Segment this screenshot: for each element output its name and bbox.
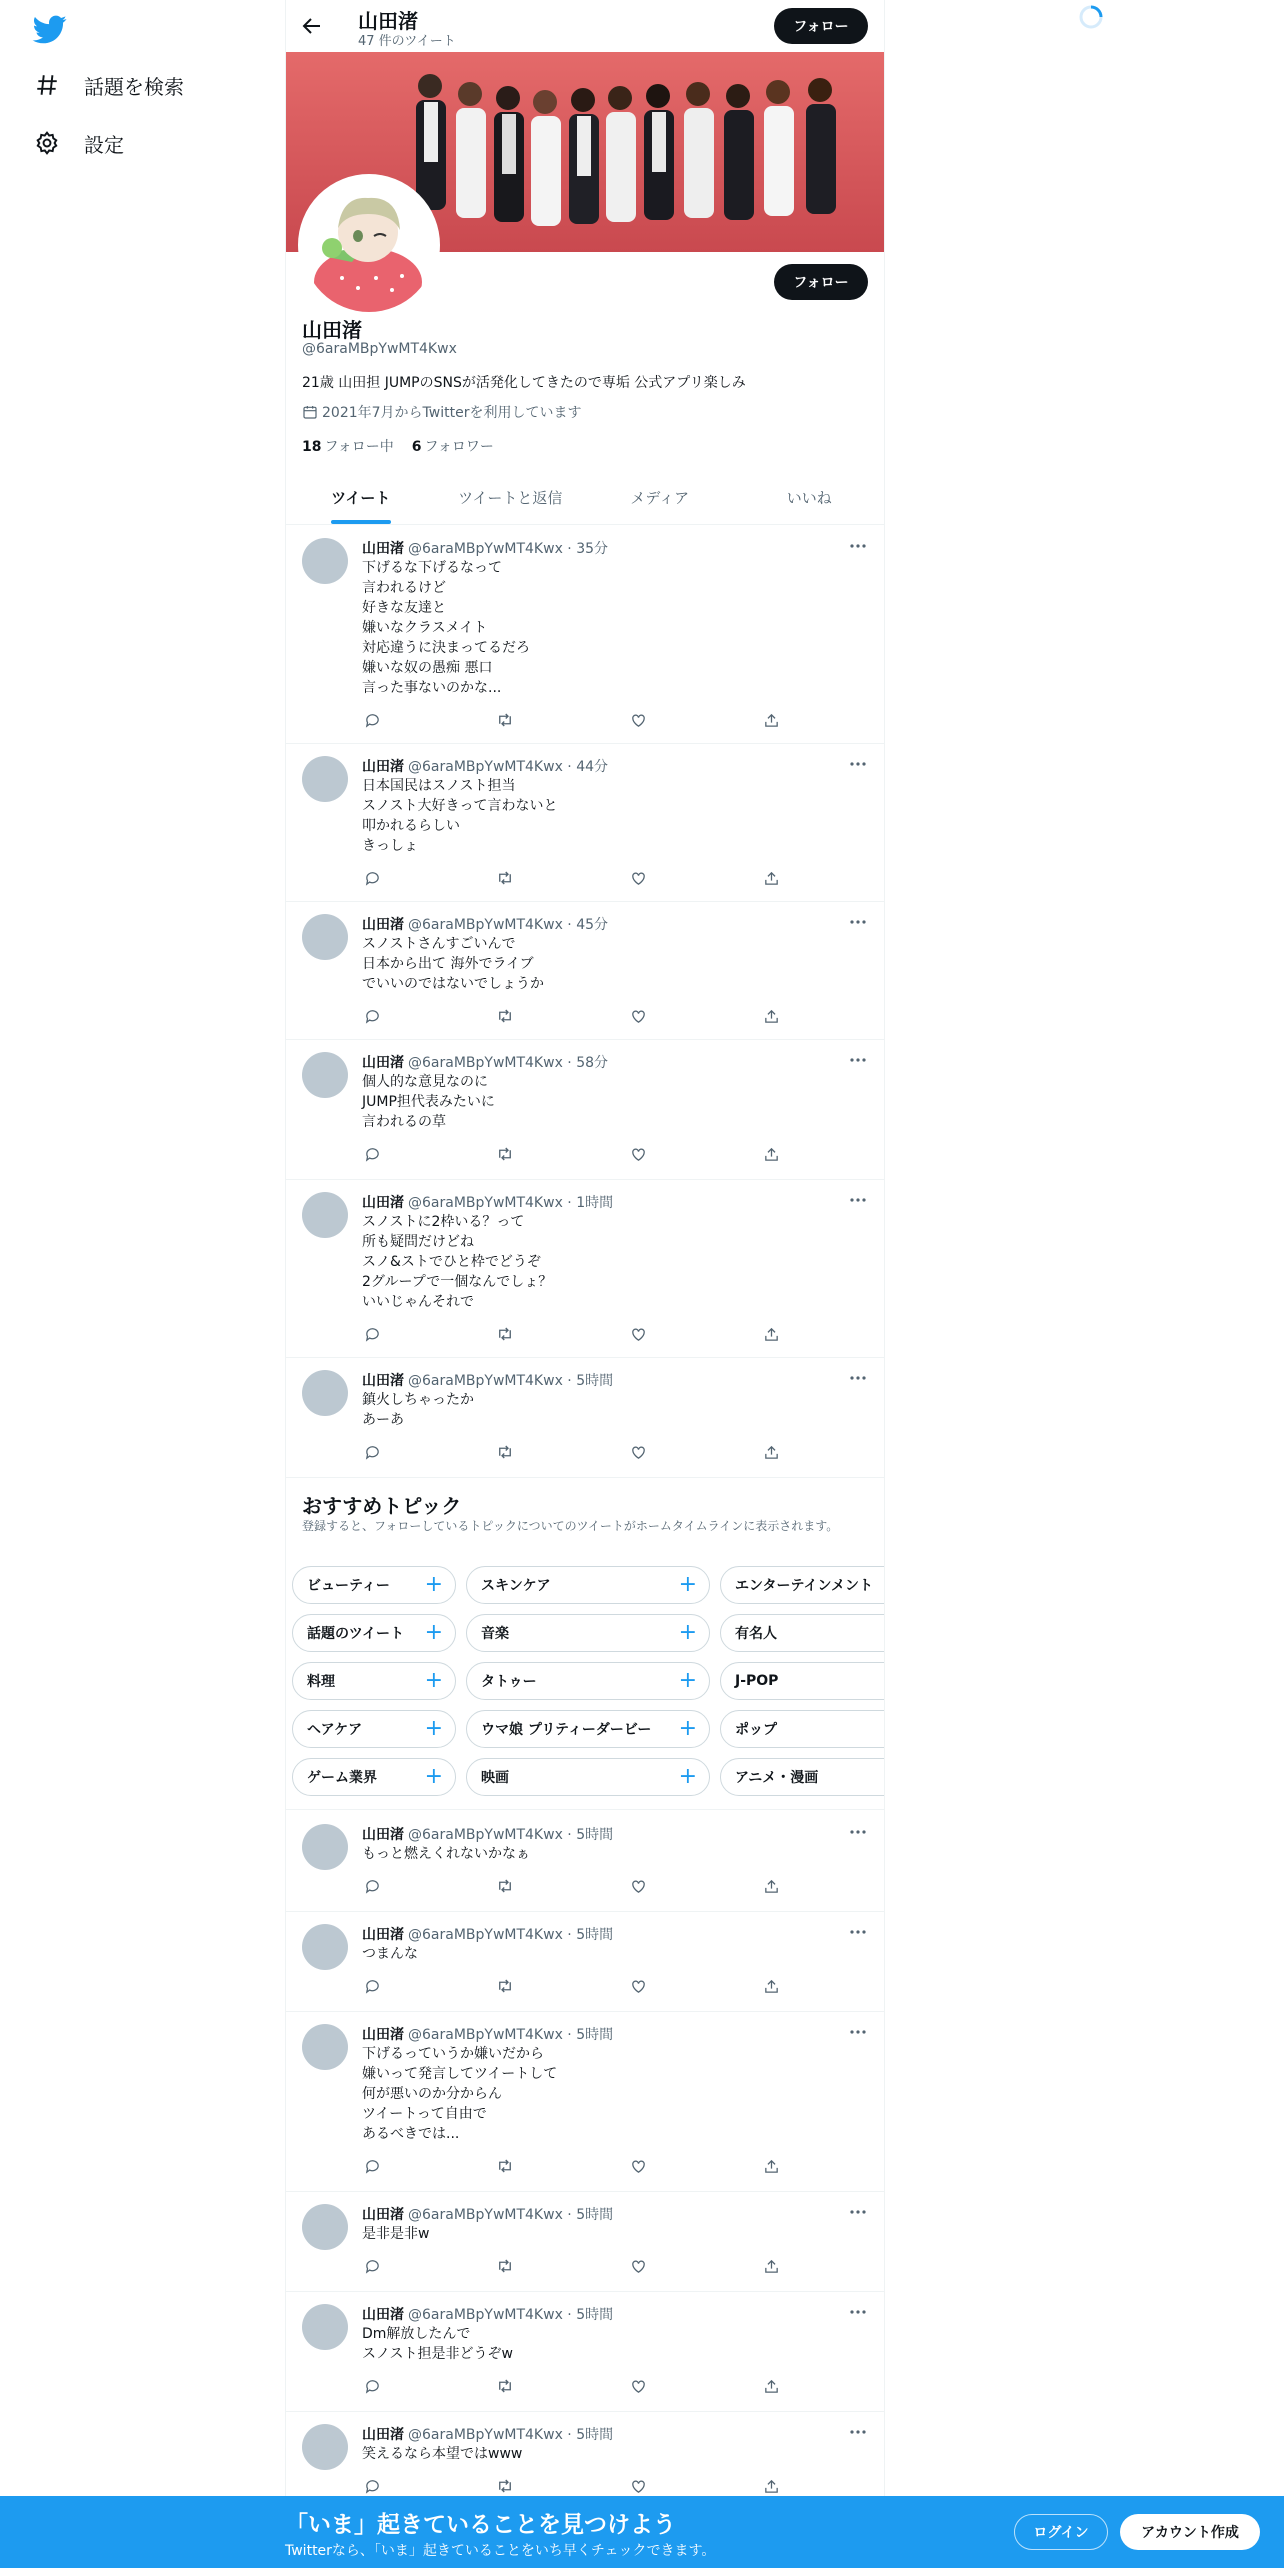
profile-bio: 21歳 山田担 JUMPのSNSが活発化してきたので専垢 公式アプリ楽しみ bbox=[302, 375, 746, 391]
tweet-author-meta: @6araMBpYwMT4Kwx · 5時間 bbox=[408, 2307, 614, 2323]
like-icon[interactable] bbox=[629, 2376, 649, 2396]
tweet-header bbox=[362, 2424, 613, 2444]
tweet-avatar[interactable] bbox=[302, 1824, 348, 1870]
tweet-text: つまんな bbox=[362, 1946, 418, 1962]
more-options-icon[interactable] bbox=[848, 1922, 868, 1942]
tweet[interactable] bbox=[286, 526, 884, 744]
tweet[interactable] bbox=[286, 2192, 884, 2292]
tweet-author-meta: @6araMBpYwMT4Kwx · 5時間 bbox=[408, 1827, 614, 1843]
topics-title: おすすめトピック bbox=[302, 1494, 462, 1518]
profile-stats bbox=[302, 436, 494, 456]
topic-chip[interactable] bbox=[720, 1710, 884, 1748]
login-button[interactable]: ログイン bbox=[1014, 2514, 1108, 2550]
followers-count: 6 bbox=[411, 439, 422, 455]
like-icon[interactable] bbox=[629, 2156, 649, 2176]
signup-banner-subtitle: Twitterなら、「いま」起きていることをいち早くチェックできます。 bbox=[285, 2543, 716, 2559]
signup-banner-title: 「いま」起きていることを見つけよう bbox=[285, 2512, 676, 2538]
tweet-author-name[interactable]: 山田渚 bbox=[362, 1055, 404, 1071]
profile-tabs bbox=[286, 470, 884, 525]
tweet-text: 鎮火しちゃったか あーあ bbox=[362, 1392, 474, 1428]
twitter-logo-icon[interactable] bbox=[30, 12, 70, 46]
profile-avatar[interactable] bbox=[298, 174, 440, 316]
more-options-icon[interactable] bbox=[848, 2422, 868, 2442]
tweet[interactable] bbox=[286, 1180, 884, 1358]
more-options-icon[interactable] bbox=[848, 1050, 868, 1070]
reply-icon[interactable] bbox=[362, 2156, 382, 2176]
retweet-icon[interactable] bbox=[495, 2476, 515, 2496]
share-icon[interactable] bbox=[762, 1976, 782, 1996]
share-icon[interactable] bbox=[762, 1006, 782, 1026]
tweet-actions bbox=[362, 1144, 782, 1164]
like-icon[interactable] bbox=[629, 2256, 649, 2276]
tweet-header bbox=[362, 2304, 613, 2324]
share-icon[interactable] bbox=[762, 2156, 782, 2176]
more-options-icon[interactable] bbox=[848, 1822, 868, 1842]
topic-chip[interactable] bbox=[292, 1758, 456, 1796]
tweet-count: 47 件のツイート bbox=[358, 34, 456, 49]
tweet-actions bbox=[362, 1876, 782, 1896]
reply-icon[interactable] bbox=[362, 1442, 382, 1462]
topic-chip-label: タトゥー bbox=[481, 1674, 537, 1690]
tweet-header bbox=[362, 2204, 613, 2224]
tweet-author-meta: @6araMBpYwMT4Kwx · 1時間 bbox=[408, 1195, 614, 1211]
topic-chip[interactable] bbox=[292, 1710, 456, 1748]
tweet-actions bbox=[362, 710, 782, 730]
topic-chip[interactable] bbox=[720, 1566, 884, 1604]
tweet-avatar[interactable] bbox=[302, 2024, 348, 2070]
share-icon[interactable] bbox=[762, 868, 782, 888]
tweet-author-name[interactable]: 山田渚 bbox=[362, 1373, 404, 1389]
topics-subtitle: 登録すると、フォローしているトピックについてのツイートがホームタイムラインに表示されます。 bbox=[302, 1519, 839, 1533]
more-options-icon[interactable] bbox=[848, 754, 868, 774]
tweet-avatar[interactable] bbox=[302, 2304, 348, 2350]
tweet-header bbox=[362, 538, 608, 558]
topic-chip-label: 映画 bbox=[481, 1770, 509, 1786]
tweet-actions bbox=[362, 2476, 782, 2496]
reply-icon[interactable] bbox=[362, 710, 382, 730]
tweet-avatar[interactable] bbox=[302, 538, 348, 584]
retweet-icon[interactable] bbox=[495, 1442, 515, 1462]
tab-tweets-and-replies[interactable]: ツイートと返信 bbox=[458, 488, 563, 507]
topic-chip[interactable] bbox=[466, 1614, 710, 1652]
tweet-header bbox=[362, 1370, 613, 1390]
tweet-header bbox=[362, 2024, 613, 2044]
tweet-actions bbox=[362, 2376, 782, 2396]
retweet-icon[interactable] bbox=[495, 2256, 515, 2276]
tweet-header bbox=[362, 756, 608, 776]
tweet-text: 是非是非w bbox=[362, 2226, 430, 2242]
topic-chip[interactable] bbox=[466, 1710, 710, 1748]
following-label: フォロー中 bbox=[324, 439, 394, 455]
topic-chip-label: 話題のツイート bbox=[307, 1626, 405, 1642]
more-options-icon[interactable] bbox=[848, 2202, 868, 2222]
tweet-avatar[interactable] bbox=[302, 756, 348, 802]
tweet-text: スノストさんすごいんで 日本から出て 海外でライブ でいいのではないでしょうか bbox=[362, 936, 544, 992]
tweet-actions bbox=[362, 1442, 782, 1462]
topic-chip[interactable] bbox=[466, 1566, 710, 1604]
more-options-icon[interactable] bbox=[848, 1190, 868, 1210]
tweet-text: 下げるな下げるなって 言われるけど 好きな友達と 嫌いなクラスメイト 対応違うに決まってるだろ 嫌いな奴の愚痴 悪口 言った事ないのかな... bbox=[362, 560, 530, 696]
plus-icon[interactable]: + bbox=[424, 1764, 443, 1789]
tweet-author-meta: @6araMBpYwMT4Kwx · 5時間 bbox=[408, 2027, 614, 2043]
tweet-text: スノストに2枠いる？って 所も疑問だけどね スノ&ストでひと枠でどうぞ 2グループで一個なんでしょ？ いいじゃんそれで bbox=[362, 1214, 553, 1310]
tweet-text: 笑えるなら本望ではwww bbox=[362, 2446, 523, 2462]
tweet-author-meta: @6araMBpYwMT4Kwx · 5時間 bbox=[408, 2427, 614, 2443]
topic-chip[interactable] bbox=[466, 1662, 710, 1700]
tab-media[interactable]: メディア bbox=[630, 488, 690, 507]
more-options-icon[interactable] bbox=[848, 536, 868, 556]
calendar-icon bbox=[302, 404, 318, 420]
loading-spinner-icon bbox=[1078, 4, 1104, 30]
topic-chip[interactable] bbox=[466, 1758, 710, 1796]
retweet-icon[interactable] bbox=[495, 1876, 515, 1896]
header-follow-button[interactable]: フォロー bbox=[774, 8, 868, 44]
retweet-icon[interactable] bbox=[495, 2376, 515, 2396]
plus-icon[interactable]: + bbox=[424, 1620, 443, 1645]
tweet[interactable] bbox=[286, 1912, 884, 2012]
tweet-text: もっと燃えくれないかなぁ bbox=[362, 1846, 530, 1862]
tab-tweets[interactable]: ツイート bbox=[286, 470, 436, 524]
share-icon[interactable] bbox=[762, 2256, 782, 2276]
tweet-actions bbox=[362, 2156, 782, 2176]
topic-chip[interactable] bbox=[292, 1662, 456, 1700]
share-icon[interactable] bbox=[762, 2476, 782, 2496]
reply-icon[interactable] bbox=[362, 1976, 382, 1996]
profile-follow-button[interactable]: フォロー bbox=[774, 264, 868, 300]
tweet-text: 下げるっていうか嫌いだから 嫌いって発言してツイートして 何が悪いのか分からん ツイートって自由で あるべきでは... bbox=[362, 2046, 558, 2142]
retweet-icon[interactable] bbox=[495, 1144, 515, 1164]
topic-chip-label: エンターテインメント bbox=[735, 1578, 874, 1594]
plus-icon[interactable]: + bbox=[424, 1668, 443, 1693]
reply-icon[interactable] bbox=[362, 1006, 382, 1026]
tweet-avatar[interactable] bbox=[302, 1370, 348, 1416]
tweet-author-name[interactable]: 山田渚 bbox=[362, 2207, 404, 2223]
tweet-header bbox=[362, 1924, 613, 1944]
plus-icon[interactable]: + bbox=[678, 1668, 697, 1693]
topic-chip[interactable] bbox=[720, 1758, 884, 1796]
reply-icon[interactable] bbox=[362, 868, 382, 888]
reply-icon[interactable] bbox=[362, 2476, 382, 2496]
plus-icon[interactable]: + bbox=[678, 1572, 697, 1597]
tweet-author-name[interactable]: 山田渚 bbox=[362, 2027, 404, 2043]
hashtag-icon bbox=[32, 70, 62, 100]
more-options-icon[interactable] bbox=[848, 2302, 868, 2322]
retweet-icon[interactable] bbox=[495, 868, 515, 888]
following-count: 18 bbox=[302, 439, 322, 455]
topic-chip[interactable] bbox=[720, 1614, 884, 1652]
profile-header-bar bbox=[286, 0, 884, 52]
tweet-text: 日本国民はスノスト担当 スノスト大好きって言わないと 叩かれるらしい きっしょ bbox=[362, 778, 558, 854]
topic-chip-label: J-POP bbox=[735, 1673, 779, 1689]
tab-likes[interactable]: いいね bbox=[786, 488, 832, 507]
tweet-avatar[interactable] bbox=[302, 1192, 348, 1238]
tweet-author-name[interactable]: 山田渚 bbox=[362, 1927, 404, 1943]
tweet[interactable] bbox=[286, 1812, 884, 1912]
share-icon[interactable] bbox=[762, 1442, 782, 1462]
plus-icon[interactable]: + bbox=[678, 1620, 697, 1645]
retweet-icon[interactable] bbox=[495, 1006, 515, 1026]
tweet-author-name[interactable]: 山田渚 bbox=[362, 759, 404, 775]
reply-icon[interactable] bbox=[362, 1324, 382, 1344]
tweet[interactable] bbox=[286, 1358, 884, 1478]
reply-icon[interactable] bbox=[362, 2376, 382, 2396]
tweet-avatar[interactable] bbox=[302, 2204, 348, 2250]
followers-label: フォロワー bbox=[424, 439, 494, 455]
topic-chip-label: ウマ娘 プリティーダービー bbox=[481, 1722, 652, 1738]
tweet-author-name[interactable]: 山田渚 bbox=[362, 917, 404, 933]
topic-chip[interactable] bbox=[292, 1614, 456, 1652]
nav-settings[interactable] bbox=[32, 128, 124, 158]
reply-icon[interactable] bbox=[362, 1144, 382, 1164]
nav-settings-label: 設定 bbox=[84, 132, 124, 157]
share-icon[interactable] bbox=[762, 1876, 782, 1896]
recommended-topics bbox=[286, 1480, 884, 1810]
topic-chip-label: ゲーム業界 bbox=[307, 1770, 377, 1786]
followers-link[interactable] bbox=[412, 436, 494, 456]
tweet-author-meta: @6araMBpYwMT4Kwx · 44分 bbox=[408, 759, 609, 775]
tweet[interactable] bbox=[286, 2012, 884, 2192]
like-icon[interactable] bbox=[629, 1324, 649, 1344]
like-icon[interactable] bbox=[629, 1442, 649, 1462]
share-icon[interactable] bbox=[762, 1324, 782, 1344]
share-icon[interactable] bbox=[762, 710, 782, 730]
signup-button[interactable]: アカウント作成 bbox=[1120, 2514, 1260, 2550]
plus-icon[interactable]: + bbox=[424, 1572, 443, 1597]
tweet-author-meta: @6araMBpYwMT4Kwx · 45分 bbox=[408, 917, 609, 933]
tweet-actions bbox=[362, 1976, 782, 1996]
tweet-text: Dm解放したんで スノスト担是非どうぞw bbox=[362, 2326, 513, 2362]
tweet-header bbox=[362, 914, 608, 934]
tweet-header bbox=[362, 1824, 613, 1844]
like-icon[interactable] bbox=[629, 868, 649, 888]
tweet-author-meta: @6araMBpYwMT4Kwx · 5時間 bbox=[408, 1927, 614, 1943]
header-title: 山田渚 bbox=[358, 9, 418, 33]
gear-icon bbox=[32, 128, 62, 158]
tweet-header bbox=[362, 1192, 613, 1212]
plus-icon[interactable]: + bbox=[678, 1764, 697, 1789]
more-options-icon[interactable] bbox=[848, 912, 868, 932]
topic-chip-label: アニメ・漫画 bbox=[735, 1770, 819, 1786]
tweet[interactable] bbox=[286, 2292, 884, 2412]
more-options-icon[interactable] bbox=[848, 2022, 868, 2042]
retweet-icon[interactable] bbox=[495, 1976, 515, 1996]
nav-explore[interactable] bbox=[32, 70, 184, 100]
tweet-author-meta: @6araMBpYwMT4Kwx · 35分 bbox=[408, 541, 609, 557]
tweet-author-name[interactable]: 山田渚 bbox=[362, 541, 404, 557]
tweet-actions bbox=[362, 1006, 782, 1026]
tweet-text: 個人的な意見なのに JUMP担代表みたいに 言われるの草 bbox=[362, 1074, 495, 1130]
like-icon[interactable] bbox=[629, 710, 649, 730]
tweet[interactable] bbox=[286, 1040, 884, 1180]
profile-column bbox=[285, 0, 885, 2500]
tweet-author-name[interactable]: 山田渚 bbox=[362, 2427, 404, 2443]
tweet-author-name[interactable]: 山田渚 bbox=[362, 1195, 404, 1211]
tweet-author-name[interactable]: 山田渚 bbox=[362, 2307, 404, 2323]
like-icon[interactable] bbox=[629, 1976, 649, 1996]
share-icon[interactable] bbox=[762, 1144, 782, 1164]
topic-chip-label: ヘアケア bbox=[307, 1722, 363, 1738]
more-options-icon[interactable] bbox=[848, 1368, 868, 1388]
tweet-actions bbox=[362, 868, 782, 888]
like-icon[interactable] bbox=[629, 1006, 649, 1026]
profile-handle: @6araMBpYwMT4Kwx bbox=[302, 341, 457, 357]
following-link[interactable] bbox=[302, 436, 394, 456]
plus-icon[interactable]: + bbox=[424, 1716, 443, 1741]
topic-chip[interactable] bbox=[720, 1662, 884, 1700]
tweet-author-meta: @6araMBpYwMT4Kwx · 5時間 bbox=[408, 1373, 614, 1389]
retweet-icon[interactable] bbox=[495, 710, 515, 730]
topic-chip-label: スキンケア bbox=[481, 1578, 551, 1594]
tweet-header bbox=[362, 1052, 608, 1072]
topic-chip-label: 音楽 bbox=[481, 1626, 509, 1642]
like-icon[interactable] bbox=[629, 1876, 649, 1896]
tweet-avatar[interactable] bbox=[302, 1052, 348, 1098]
back-arrow-icon[interactable] bbox=[300, 14, 324, 38]
profile-joined bbox=[302, 402, 581, 422]
tweet-actions bbox=[362, 2256, 782, 2276]
topic-chip-label: ビューティー bbox=[307, 1578, 390, 1594]
tweet-author-meta: @6araMBpYwMT4Kwx · 58分 bbox=[408, 1055, 609, 1071]
tweet-actions bbox=[362, 1324, 782, 1344]
topic-chip-label: ポップ bbox=[735, 1722, 777, 1738]
like-icon[interactable] bbox=[629, 2476, 649, 2496]
signup-banner bbox=[0, 2496, 1284, 2568]
tweet-author-name[interactable]: 山田渚 bbox=[362, 1827, 404, 1843]
retweet-icon[interactable] bbox=[495, 1324, 515, 1344]
reply-icon[interactable] bbox=[362, 2256, 382, 2276]
plus-icon[interactable]: + bbox=[678, 1716, 697, 1741]
tweet[interactable] bbox=[286, 902, 884, 1040]
joined-date: 2021年7月からTwitterを利用しています bbox=[322, 405, 582, 421]
tweet-avatar[interactable] bbox=[302, 1924, 348, 1970]
retweet-icon[interactable] bbox=[495, 2156, 515, 2176]
like-icon[interactable] bbox=[629, 1144, 649, 1164]
tweet-author-meta: @6araMBpYwMT4Kwx · 5時間 bbox=[408, 2207, 614, 2223]
reply-icon[interactable] bbox=[362, 1876, 382, 1896]
profile-name: 山田渚 bbox=[302, 318, 362, 342]
tweet-avatar[interactable] bbox=[302, 2424, 348, 2470]
topic-chip-label: 料理 bbox=[307, 1674, 335, 1690]
nav-explore-label: 話題を検索 bbox=[84, 74, 184, 99]
topic-chip-label: 有名人 bbox=[735, 1626, 777, 1642]
topic-chip[interactable] bbox=[292, 1566, 456, 1604]
tweet-avatar[interactable] bbox=[302, 914, 348, 960]
share-icon[interactable] bbox=[762, 2376, 782, 2396]
tweet[interactable] bbox=[286, 744, 884, 902]
